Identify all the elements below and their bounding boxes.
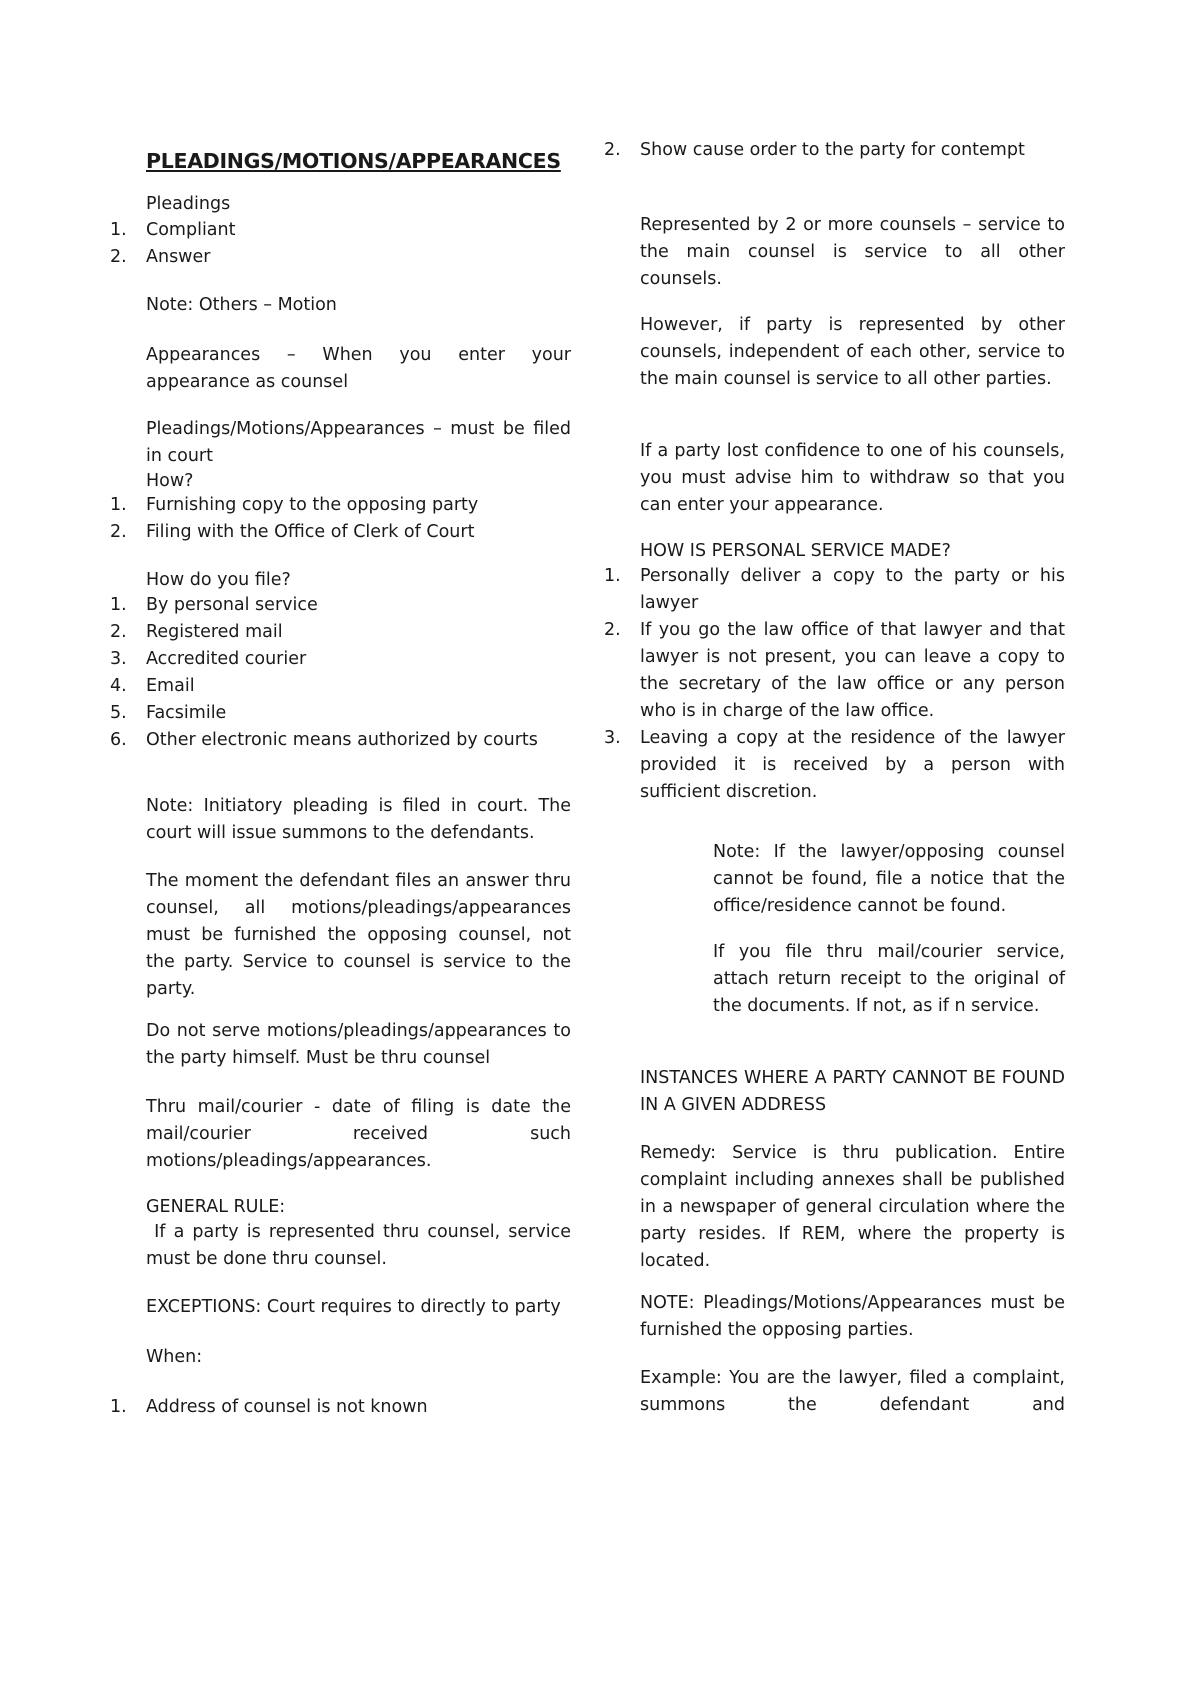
thru-mail-paragraph: Thru mail/courier - date of filing is date the mail/courier received such motions/pleadings/appearances.: [146, 1097, 571, 1171]
list-item: 4. Email: [110, 676, 195, 696]
when-list: [73, 1394, 571, 1421]
appearances-paragraph: Appearances – When you enter your appearance as counsel: [146, 345, 571, 392]
represented-paragraph: Represented by 2 or more counsels – service to the main counsel is service to all other counsels.: [640, 215, 1065, 289]
list-item: 3. Leaving a copy at the residence of the lawyer provided it is received by a person with sufficient discretion.: [604, 728, 1065, 802]
list-item: 2. Filing with the Office of Clerk of Court: [110, 522, 475, 542]
pleadings-label: Pleadings: [146, 194, 231, 214]
moment-paragraph: The moment the defendant files an answer thru counsel, all motions/pleadings/appearances must be furnished the opposing counsel, not the party. Service to counsel is service to the party.: [146, 871, 571, 999]
page-title: PLEADINGS/MOTIONS/APPEARANCES: [146, 149, 561, 173]
general-rule-text: If a party is represented thru counsel, service must be done thru counsel.: [146, 1222, 577, 1269]
do-not-paragraph: Do not serve motions/pleadings/appearances to the party himself. Must be thru counsel: [146, 1021, 571, 1068]
list-item: 2. Registered mail: [110, 622, 283, 642]
note-others: Note: Others – Motion: [146, 295, 337, 315]
when-label: When:: [146, 1347, 203, 1367]
how-file-label: How do you file?: [146, 570, 291, 590]
personal-service-heading: HOW IS PERSONAL SERVICE MADE?: [640, 541, 951, 561]
list-item: 1. Address of counsel is not known: [110, 1397, 428, 1417]
remedy-paragraph: Remedy: Service is thru publication. Entire complaint including annexes shall be published in a newspaper of general circulation where the party resides. If REM, where the property is located.: [640, 1143, 1065, 1271]
list-item: 6. Other electronic means authorized by courts: [110, 730, 538, 750]
note-initiatory: Note: Initiatory pleading is filed in court. The court will issue summons to the defendants.: [146, 796, 571, 843]
list-item: 2. Show cause order to the party for contempt: [604, 140, 1025, 160]
how-file-list: [73, 592, 571, 754]
lost-confidence-paragraph: If a party lost confidence to one of his counsels, you must advise him to withdraw so that you can enter your appearance.: [640, 441, 1065, 515]
note-lawyer-not-found: Note: If the lawyer/opposing counsel cannot be found, file a notice that the office/residence cannot be found.: [713, 842, 1065, 916]
list-item: 1. By personal service: [110, 595, 318, 615]
however-paragraph: However, if party is represented by other counsels, independent of each other, service to the main counsel is service to all other parties.: [640, 315, 1065, 389]
list-item: 1. Furnishing copy to the opposing party: [110, 495, 479, 515]
list-item: 2. Answer: [110, 247, 211, 267]
list-item: 3. Accredited courier: [110, 649, 307, 669]
mail-courier-paragraph: If you file thru mail/courier service, attach return receipt to the original of the documents. If not, as if n service.: [713, 942, 1065, 1016]
example-paragraph: Example: You are the lawyer, filed a complaint, summons the defendant and: [640, 1368, 1065, 1415]
list-item: 1. Personally deliver a copy to the party or his lawyer: [604, 566, 1065, 613]
instances-heading: INSTANCES WHERE A PARTY CANNOT BE FOUND IN A GIVEN ADDRESS: [640, 1068, 1065, 1115]
personal-service-list: [567, 563, 1065, 806]
filed-paragraph: Pleadings/Motions/Appearances – must be filed in court: [146, 419, 571, 466]
pleadings-list: [73, 217, 571, 271]
exceptions-paragraph: EXCEPTIONS: Court requires to directly to party: [146, 1297, 561, 1317]
continued-list: [567, 137, 1065, 164]
list-item: 5. Facsimile: [110, 703, 227, 723]
list-item: 1. Compliant: [110, 220, 236, 240]
note-furnished-paragraph: NOTE: Pleadings/Motions/Appearances must be furnished the opposing parties.: [640, 1293, 1065, 1340]
how-label: How?: [146, 471, 194, 491]
list-item: 2. If you go the law office of that lawyer and that lawyer is not present, you can leave a copy to the secretary of the law office or any person who is in charge of the law office.: [604, 620, 1065, 721]
general-rule-label: GENERAL RULE:: [146, 1197, 286, 1217]
how-list: [73, 492, 571, 546]
